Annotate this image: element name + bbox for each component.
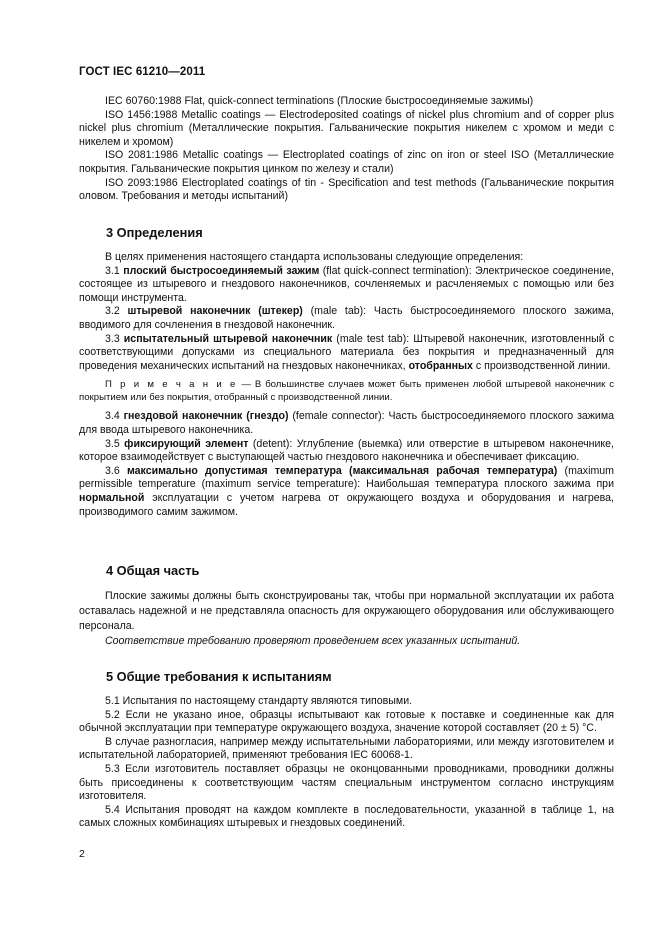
section-4-body [79, 589, 614, 649]
reference-item: ISO 2081:1986 Metallic coatings — Electroplated coatings of zinc on iron or steel ISO (Металлические покрытия. Гальванические покрытия цинком по железу и стали) [79, 149, 614, 175]
clause-5-4: 5.4 Испытания проводят на каждом комплекте в последовательности, указанной в таблице 1, на самых сложных комбинациях штыревых и гнездовых соединений. [79, 803, 614, 830]
definition-note: П р и м е ч а н и е — В большинстве случаев может быть применен любой штыревой наконечник с покрытием или без покрытия, отобранный с производственной линии. [79, 379, 615, 404]
section-4-paragraph: Плоские зажимы должны быть сконструированы так, чтобы при нормальной эксплуатации их работа оставалась надежной и не представляла опасность для окружающего оборудования или обслуживающего персонала. [79, 590, 614, 632]
section-3-heading: 3 Определения [106, 225, 203, 240]
section-5-heading: 5 Общие требования к испытаниям [106, 669, 332, 684]
clause-5-2: 5.2 Если не указано иное, образцы испытывают как готовые к поставке и соединенные как для обычной эксплуатации при температуре окружающего воздуха, значение которой составляет (20 ± 5) °С. [79, 708, 614, 735]
section-4-compliance: Соответствие требованию проверяют проведением всех указанных испытаний. [105, 635, 521, 647]
reference-item: IEC 60760:1988 Flat, quick-connect terminations (Плоские быстросоединяемые зажимы) [105, 95, 534, 107]
clause-5-2-dispute: В случае разногласия, например между испытательными лабораториями, или между изготовителем и испытательной лабораторией, применяют требования IEC 60068-1. [79, 735, 614, 762]
page-number: 2 [79, 848, 85, 860]
definition-3-2: 3.2 штыревой наконечник (штекер) (male tab): Часть быстросоединяемого плоского зажима, вводимого для сочленения в гнездовой наконечник. [79, 305, 614, 331]
definition-3-1: 3.1 плоский быстросоединяемый зажим (flat quick-connect termination): Электрическое соединение, состоящее из штыревого и гнездового наконечников, сочленяемых и расчленяемых с помощью или без помощи инструмента. [79, 264, 615, 304]
references-list [79, 95, 614, 204]
definition-3-3: 3.3 испытательный штыревой наконечник (male test tab): Штыревой наконечник, изготовленный с соответствующими допусками из специального материала без покрытия и предназначенный для проведения механических испытаний на гнездовых наконечниках, отобранных с производственной линии. [79, 332, 615, 372]
definition-3-6: 3.6 максимально допустимая температура (максимальная рабочая температура) (maximum permissible temperature (maximum service temperature): Наибольшая температура плоского зажима при нормальной эксплуатации с учетом нагрева от окружающего воздуха и оборудования и нагрева, производимого самим зажимом. [79, 464, 614, 518]
definition-3-4: 3.4 гнездовой наконечник (гнездо) (female connector): Часть быстросоединяемого плоского зажима для ввода штыревого наконечника. [79, 410, 614, 436]
definition-3-5: 3.5 фиксирующий элемент (detent): Углубление (выемка) или отверстие в штыревом наконечнике, которое взаимодействует с выступающей частью гнездового наконечника и обеспечивает фиксацию. [79, 437, 614, 464]
reference-item: ISO 1456:1988 Metallic coatings — Electrodeposited coatings of nickel plus chromium and of copper plus nickel plus chromium (Металлические покрытия. Гальванические покрытия никелем с хромом и меди с никелем и хромом) [79, 108, 614, 148]
section-3-intro: В целях применения настоящего стандарта использованы следующие определения: [105, 251, 524, 263]
reference-item: ISO 2093:1986 Electroplated coatings of tin - Specification and test methods (Гальванические покрытия оловом. Требования и методы испытаний) [79, 176, 614, 203]
clause-5-3: 5.3 Если изготовитель поставляет образцы не оконцованными проводниками, проводники должны быть присоединены к соответствующим частям специальным инструментом согласно инструкциям изготовителя. [79, 762, 614, 803]
document-header: ГОСТ IEC 61210—2011 [79, 66, 206, 78]
section-4-heading: 4 Общая часть [106, 563, 200, 578]
clause-5-1: 5.1 Испытания по настоящему стандарту являются типовыми. [105, 695, 413, 707]
section-3-body [79, 251, 614, 519]
section-5-body [79, 695, 614, 831]
